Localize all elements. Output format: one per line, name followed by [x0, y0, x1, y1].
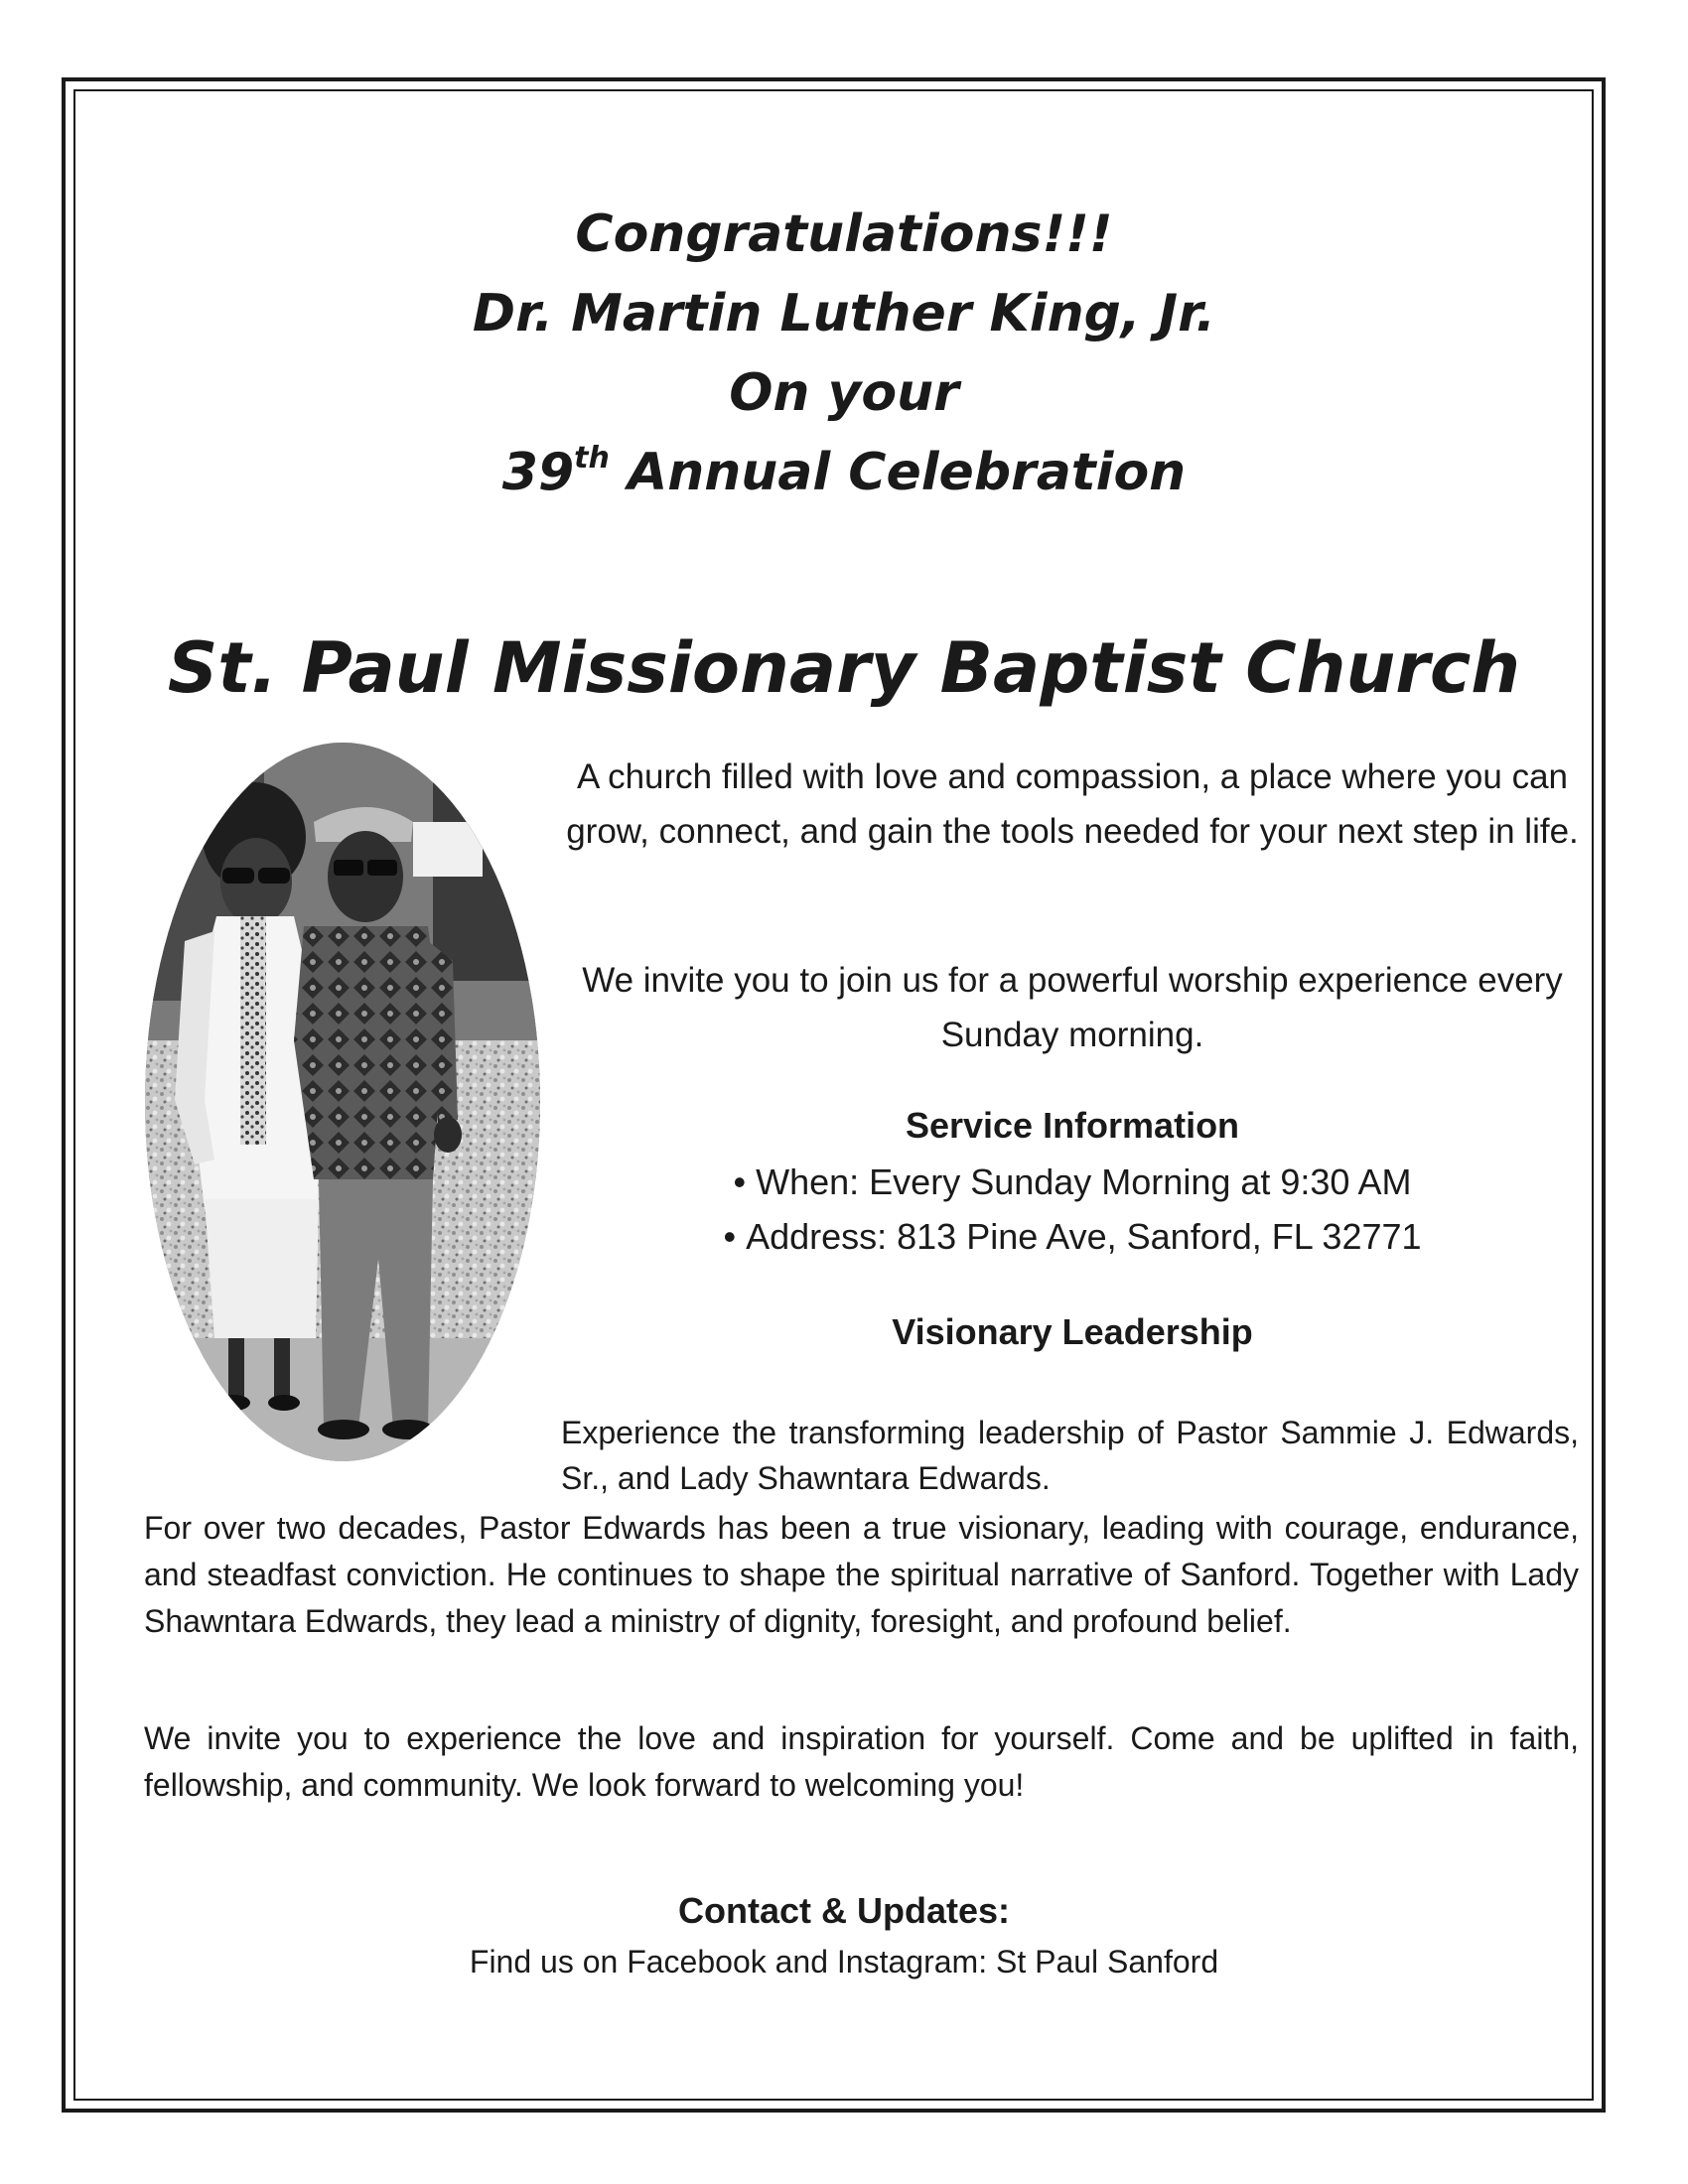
service-when-item	[556, 1155, 1589, 1209]
leadership-heading: Visionary Leadership	[892, 1311, 1253, 1352]
bullet-icon: •	[723, 1216, 737, 1257]
leadership-body-paragraph: For over two decades, Pastor Edwards has been a true visionary, leading with courage, endurance, and steadfast conviction. He continues to shape the spiritual narrative of Sanford. Together with Lady Shawntara Edwards, they lead a ministry of dignity, foresight, and profound belief.	[144, 1510, 1579, 1639]
service-info-list	[556, 1155, 1589, 1264]
service-address-text: Address: 813 Pine Ave, Sanford, FL 32771	[746, 1216, 1422, 1257]
anniversary-suffix: th	[574, 441, 610, 476]
photo-illustration	[145, 743, 540, 1461]
bullet-icon: •	[733, 1161, 747, 1202]
church-name-title: St. Paul Missionary Baptist Church	[167, 627, 1521, 709]
leadership-lead-paragraph: Experience the transforming leadership of Pastor Sammie J. Edwards, Sr., and Lady Shawntara Edwards.	[561, 1415, 1579, 1496]
congrats-line-4	[298, 433, 1390, 512]
service-address-item	[556, 1209, 1589, 1264]
anniversary-text: Annual Celebration	[609, 443, 1187, 502]
invite-paragraph: We invite you to join us for a powerful worship experience every Sunday morning.	[582, 961, 1563, 1054]
congrats-line-1: Congratulations!!!	[575, 205, 1113, 264]
welcome-paragraph: We invite you to experience the love and inspiration for yourself. Come and be uplifted in faith, fellowship, and community. We look forward to welcoming you!	[144, 1720, 1579, 1803]
contact-heading: Contact & Updates:	[677, 1890, 1011, 1931]
congrats-line-2: Dr. Martin Luther King, Jr.	[472, 284, 1216, 343]
service-info-heading: Service Information	[905, 1105, 1240, 1146]
contact-social-line: Find us on Facebook and Instagram: St Paul Sanford	[469, 1944, 1219, 1979]
service-when-text: When: Every Sunday Morning at 9:30 AM	[756, 1161, 1412, 1202]
congrats-line-3: On your	[729, 363, 959, 423]
pastor-couple-photo	[145, 743, 540, 1461]
anniversary-number: 39	[501, 443, 575, 502]
congratulations-header	[298, 195, 1390, 512]
intro-paragraph: A church filled with love and compassion, a place where you can grow, connect, and gain the tools needed for your next step in life.	[566, 757, 1579, 851]
